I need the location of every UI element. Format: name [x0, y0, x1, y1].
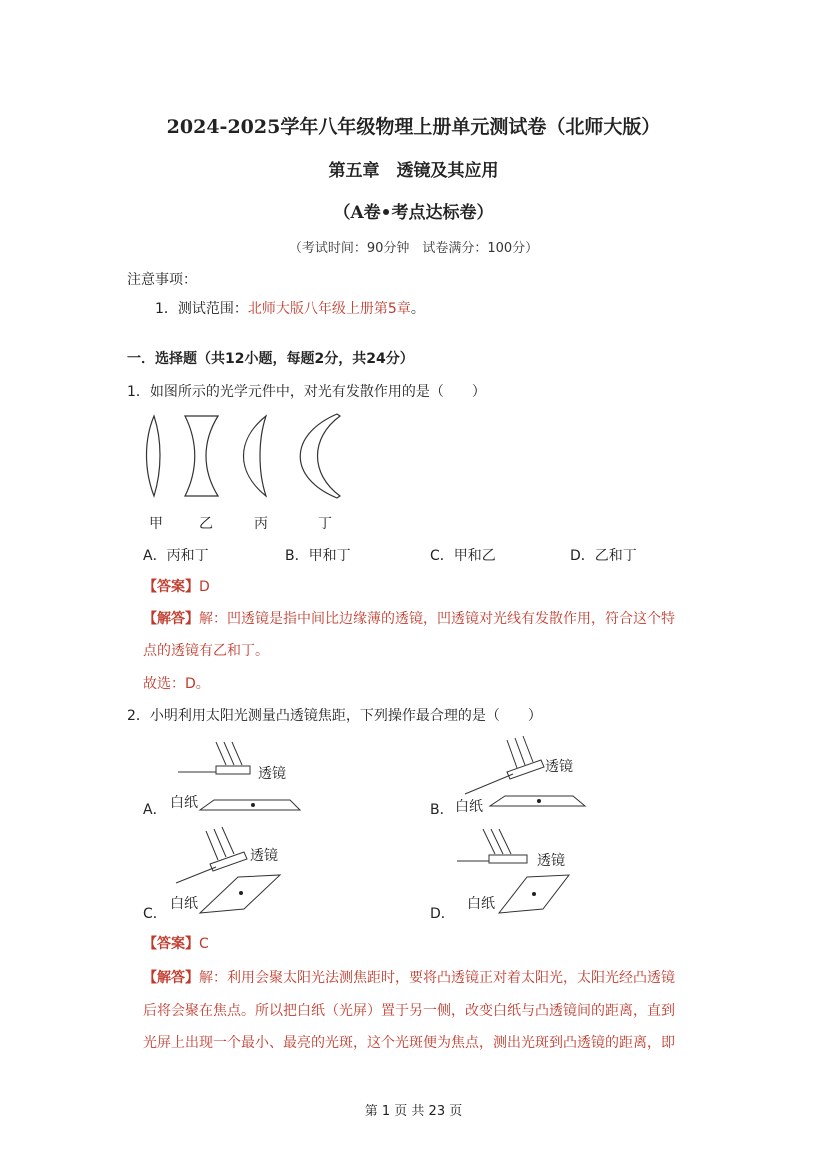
q2-b-lens-label: 透镜: [545, 759, 573, 775]
q1-label-jia: 甲: [149, 516, 163, 532]
section-heading: 一．选择题（共12小题，每题2分，共24分）: [127, 351, 414, 367]
q2-analysis-tag: 【解答】: [143, 970, 199, 986]
q1-stem: 1．如图所示的光学元件中，对光有发散作用的是（ ）: [127, 384, 486, 400]
notes-heading: 注意事项：: [127, 272, 197, 288]
q2-b-paper-label: 白纸: [455, 799, 483, 815]
q1-label-ding: 丁: [318, 516, 332, 532]
notes-item-1-value: 北师大版八年级上册第5章: [247, 301, 411, 317]
q1-analysis-tag: 【解答】: [143, 611, 199, 627]
q2-analysis-line1: 【解答】解：利用会聚太阳光法测焦距时，要将凸透镜正对着太阳光，太阳光经凸透镜: [143, 970, 675, 986]
lens-ding: [300, 414, 340, 498]
q2-option-b: B．: [430, 802, 454, 818]
q2-answer-tag: 【答案】: [143, 936, 199, 952]
q1-label-yi: 乙: [199, 516, 213, 532]
q1-answer-value: D: [199, 579, 210, 595]
q2-analysis-line3: 光屏上出现一个最小、最亮的光斑，这个光斑便为焦点，测出光斑到凸透镜的距离，即: [143, 1035, 675, 1051]
q2-c-paper-label: 白纸: [170, 896, 198, 912]
lens-bing: [244, 416, 267, 496]
notes-item-1-end: 。: [410, 301, 425, 317]
q2-option-c: C．: [143, 906, 167, 922]
lens-yi: [185, 416, 218, 496]
q2-option-d: D．: [430, 906, 455, 922]
q1-label-bing: 丙: [254, 516, 268, 532]
q2-option-a: A．: [143, 802, 167, 818]
volume-title: （A卷•考点达标卷）: [333, 203, 494, 223]
exam-info: （考试时间：90分钟 试卷满分：100分）: [288, 241, 539, 256]
q1-analysis-line2: 点的透镜有乙和丁。: [143, 643, 269, 659]
q2-a-paper-label: 白纸: [170, 795, 198, 811]
q1-conclusion: 故选：D。: [143, 676, 210, 692]
q1-option-c: C．甲和乙: [430, 548, 496, 564]
q1-answer: [143, 577, 210, 597]
q2-c-lens-label: 透镜: [250, 848, 278, 864]
q2-answer: [143, 934, 209, 954]
q2-d-lens-label: 透镜: [537, 853, 565, 869]
q1-option-d: D．乙和丁: [570, 548, 637, 564]
q2-a-lens-label: 透镜: [258, 766, 286, 782]
q1-analysis-line1: 【解答】解：凹透镜是指中间比边缘薄的透镜，凹透镜对光线有发散作用，符合这个特: [143, 611, 675, 627]
q2-answer-value: C: [199, 936, 209, 952]
notes-item-1: [155, 299, 425, 319]
chapter-title: 第五章 透镜及其应用: [328, 161, 499, 181]
q1-option-a: A．丙和丁: [143, 548, 209, 564]
lens-jia: [147, 416, 161, 496]
q1-answer-tag: 【答案】: [143, 579, 199, 595]
q2-analysis-line2: 后将会聚在焦点。所以把白纸（光屏）置于另一侧，改变白纸与凸透镜间的距离，直到: [143, 1003, 675, 1019]
paper-title: 2024-2025学年八年级物理上册单元测试卷（北师大版）: [166, 116, 661, 138]
q1-lens-figure: [140, 410, 350, 505]
q1-option-b: B．甲和丁: [285, 548, 351, 564]
q2-d-paper-label: 白纸: [467, 896, 495, 912]
q2-stem: 2．小明利用太阳光测量凸透镜焦距，下列操作最合理的是（ ）: [127, 708, 542, 724]
notes-item-1-label: 1．测试范围：: [155, 301, 248, 317]
page-footer: 第 1 页 共 23 页: [364, 1104, 463, 1119]
